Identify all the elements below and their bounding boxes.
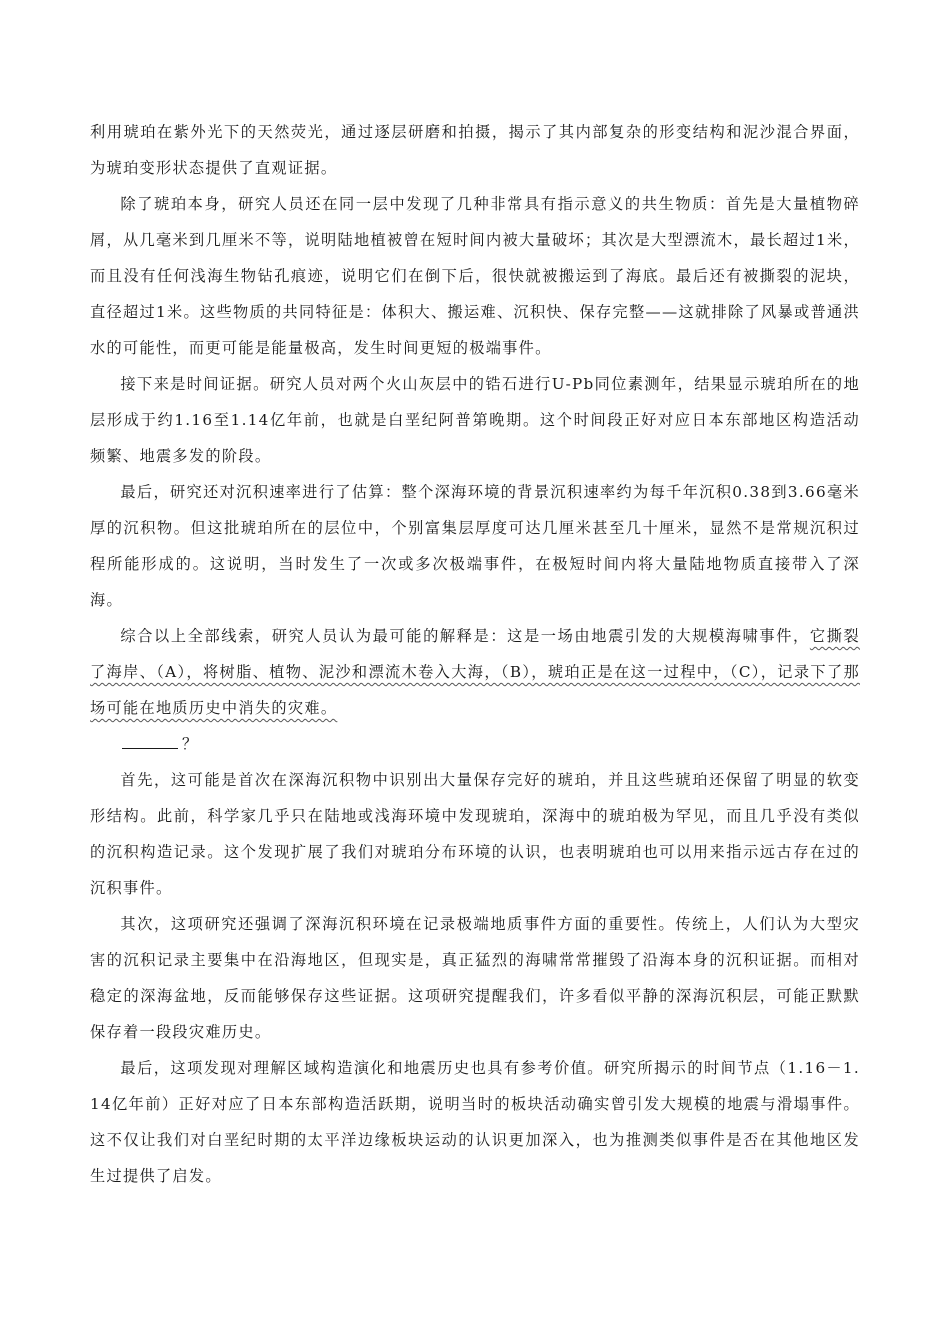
paragraph-2: 除了琥珀本身，研究人员还在同一层中发现了几种非常具有指示意义的共生物质：首先是大量植物碎屑，从几毫米到几厘米不等，说明陆地植被曾在短时间内被大量破坏；其次是大型漂流木，最长超过1米，而且没有任何浅海生物钻孔痕迹，说明它们在倒下后，很快就被搬运到了海底。最后还有被撕裂的泥块，直径超过1米。这些物质的共同特征是：体积大、搬运难、沉积快、保存完整——这就排除了风暴或普通洪水的可能性，而更可能是能量极高，发生时间更短的极端事件。 bbox=[90, 195, 860, 357]
paragraph-6: 首先，这可能是首次在深海沉积物中识别出大量保存完好的琥珀，并且这些琥珀还保留了明显的软变形结构。此前，科学家几乎只在陆地或浅海环境中发现琥珀，深海中的琥珀极为罕见，而且几乎没有类似的沉积构造记录。这个发现扩展了我们对琥珀分布环境的认识，也表明琥珀也可以用来指示远古存在过的沉积事件。 bbox=[90, 771, 860, 897]
question-line bbox=[90, 726, 860, 762]
paragraph-3: 接下来是时间证据。研究人员对两个火山灰层中的锆石进行U-Pb同位素测年，结果显示琥珀所在的地层形成于约1.16至1.14亿年前，也就是白垩纪阿普第晚期。这个时间段正好对应日本东部地区构造活动频繁、地震多发的阶段。 bbox=[90, 375, 860, 465]
paragraph-8: 最后，这项发现对理解区域构造演化和地震历史也具有参考价值。研究所揭示的时间节点（1.16－1.14亿年前）正好对应了日本东部构造活跃期，说明当时的板块活动确实曾引发大规模的地震与滑塌事件。这不仅让我们对白垩纪时期的太平洋边缘板块运动的认识更加深入，也为推测类似事件是否在其他地区发生过提供了启发。 bbox=[90, 1059, 860, 1185]
paragraph-4: 最后，研究还对沉积速率进行了估算：整个深海环境的背景沉积速率约为每千年沉积0.38到3.66毫米厚的沉积物。但这批琥珀所在的层位中，个别富集层厚度可达几厘米甚至几十厘米，显然不是常规沉积过程所能形成的。这说明，当时发生了一次或多次极端事件，在极短时间内将大量陆地物质直接带入了深海。 bbox=[90, 483, 860, 609]
paragraph-5-plain: 综合以上全部线索，研究人员认为最可能的解释是：这是一场由地震引发的大规模海啸事件， bbox=[120, 627, 810, 645]
answer-blank bbox=[122, 730, 178, 749]
question-mark: ？ bbox=[182, 735, 198, 753]
paragraph-5 bbox=[90, 618, 860, 726]
paragraph-7: 其次，这项研究还强调了深海沉积环境在记录极端地质事件方面的重要性。传统上，人们认为大型灾害的沉积记录主要集中在沿海地区，但现实是，真正猛烈的海啸常常摧毁了沿海本身的沉积证据。而相对稳定的深海盆地，反而能够保存这些证据。这项研究提醒我们，许多看似平静的深海沉积层，可能正默默保存着一段段灾难历史。 bbox=[90, 915, 860, 1041]
paragraph-1: 利用琥珀在紫外光下的天然荧光，通过逐层研磨和拍摄，揭示了其内部复杂的形变结构和泥沙混合界面，为琥珀变形状态提供了直观证据。 bbox=[90, 123, 860, 177]
paragraph-5-underlined: 它撕裂了海岸、（A），将树脂、植物、泥沙和漂流木卷入大海，（B），琥珀正是在这一过程中，（C），记录下了那场可能在地质历史中消失的灾难。 bbox=[90, 627, 860, 717]
